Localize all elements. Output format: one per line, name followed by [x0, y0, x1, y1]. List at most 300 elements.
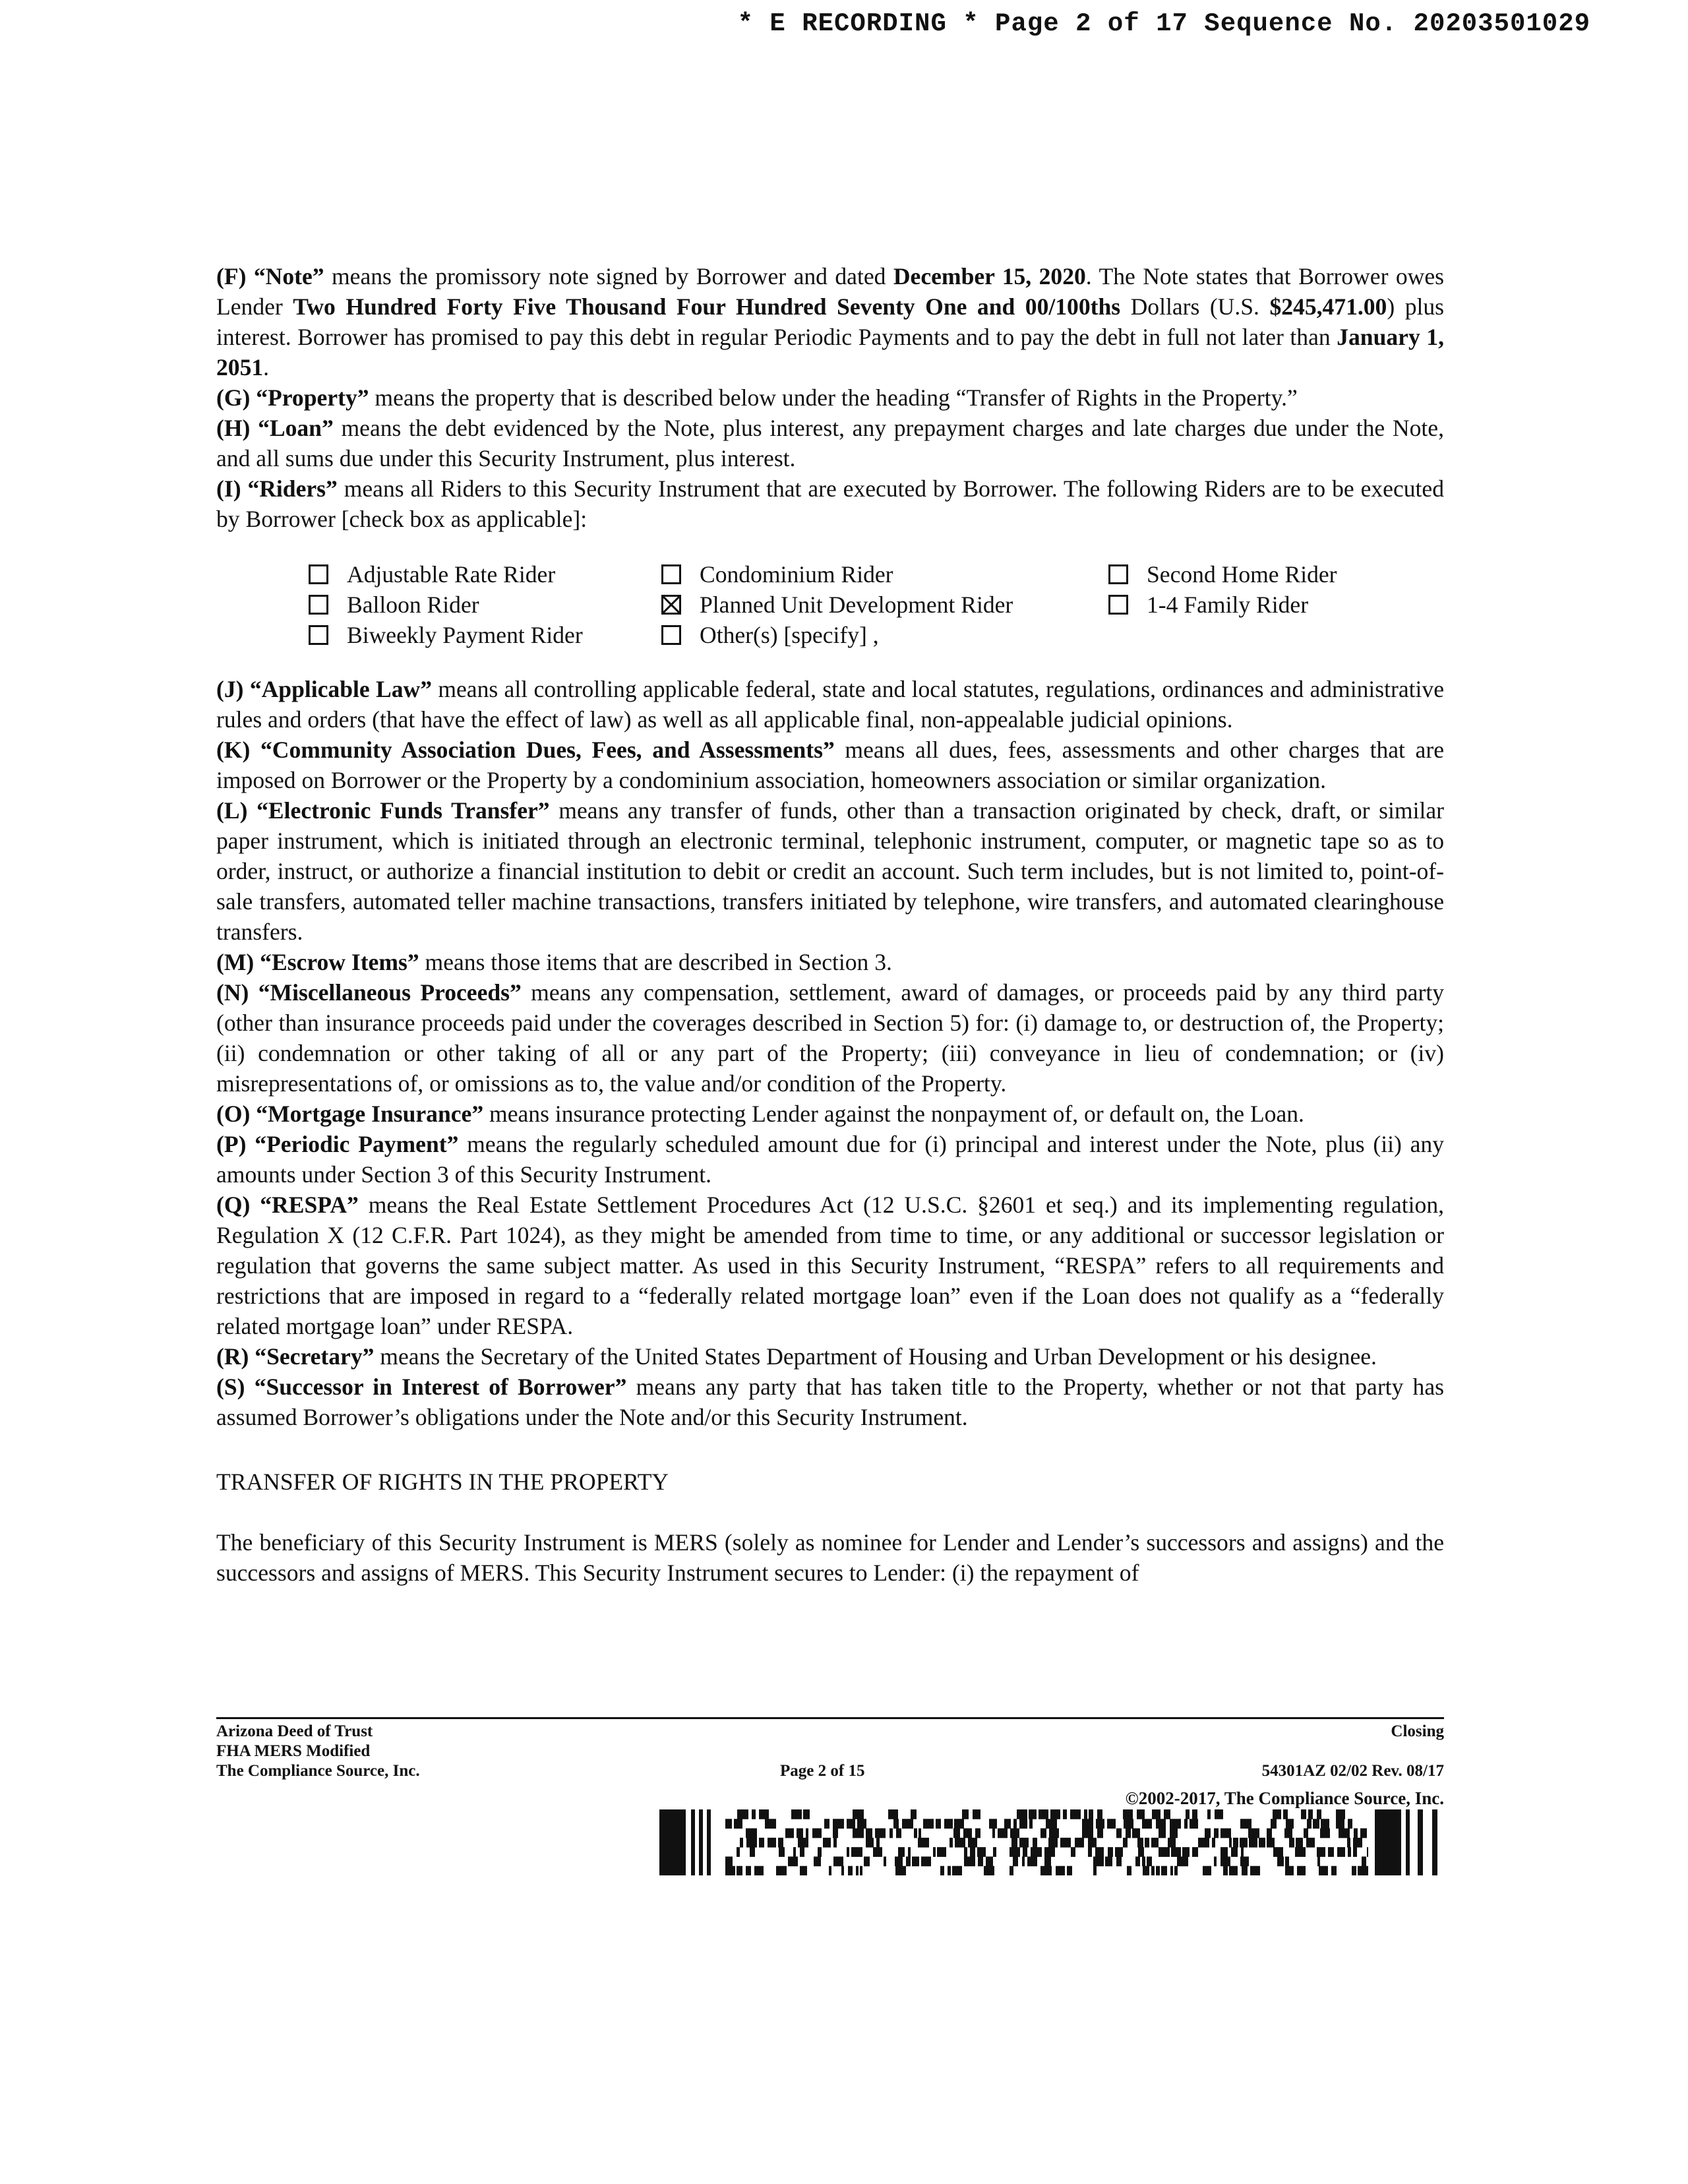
barcode-module	[1033, 1838, 1037, 1848]
barcode-module	[1304, 1829, 1308, 1838]
barcode-module	[911, 1809, 917, 1819]
checkbox[interactable]	[1108, 595, 1128, 615]
barcode-module	[1063, 1809, 1067, 1819]
paragraph-l-text: means any transfer of funds, other than a transaction originated by check, draft, or similar paper instrument, which is initiated through an electronic terminal, telephonic instrument, computer, or magnetic tape so as to order, instruct, or authorize a financial institution to debit or credit an account. Such term includes, but is not limited to, point-of-sale transfers, automated teller machine transactions, transfers initiated by telephone, wire transfers, and automated clearinghouse transfers.	[216, 797, 1444, 945]
rider-label: Condominium Rider	[700, 561, 893, 588]
barcode-module	[1124, 1819, 1133, 1829]
barcode-module	[912, 1856, 919, 1866]
barcode-module	[1044, 1847, 1055, 1857]
barcode-module	[921, 1856, 931, 1866]
barcode-module	[1337, 1847, 1345, 1857]
barcode-module	[1029, 1809, 1037, 1819]
barcode-module	[884, 1856, 886, 1866]
paragraph-n	[216, 977, 1444, 1099]
footer-form-type: FHA MERS Modified	[216, 1742, 371, 1760]
barcode-module	[1019, 1838, 1029, 1848]
footer-page-number: Page 2 of 15	[780, 1762, 865, 1780]
barcode-module	[746, 1829, 757, 1838]
rider-other	[661, 620, 1108, 650]
barcode-module	[944, 1819, 953, 1829]
barcode-module	[964, 1856, 975, 1866]
barcode-module	[1186, 1809, 1190, 1819]
paragraph-r-term: “Secretary”	[255, 1343, 375, 1370]
barcode-module	[1088, 1838, 1097, 1848]
barcode-module	[1221, 1856, 1230, 1866]
barcode-module	[759, 1809, 769, 1819]
barcode-module	[829, 1866, 831, 1875]
barcode-module	[1097, 1829, 1103, 1838]
barcode-module	[1082, 1819, 1093, 1829]
barcode-module	[1056, 1866, 1065, 1875]
barcode-module	[1320, 1829, 1330, 1838]
barcode-module	[1203, 1866, 1211, 1875]
barcode-module	[992, 1829, 995, 1838]
paragraph-f-prefix: (F)	[216, 263, 254, 289]
paragraph-f-text-5: .	[263, 354, 270, 380]
barcode-module	[937, 1847, 946, 1857]
rider-biweekly-payment	[309, 620, 661, 650]
barcode-module	[923, 1819, 934, 1829]
barcode-module	[806, 1829, 808, 1838]
barcode-module	[1156, 1866, 1160, 1875]
barcode-module	[1013, 1856, 1018, 1866]
paragraph-o	[216, 1099, 1444, 1129]
barcode-module	[1317, 1856, 1320, 1866]
barcode-module	[785, 1829, 794, 1838]
barcode-module	[1170, 1829, 1178, 1838]
barcode-module	[1151, 1838, 1159, 1848]
barcode-module	[1070, 1809, 1081, 1819]
barcode-module	[1242, 1866, 1248, 1875]
barcode-module	[1354, 1829, 1358, 1838]
paragraph-n-prefix: (N)	[216, 979, 258, 1006]
footer-copyright: ©2002-2017, The Compliance Source, Inc.	[1125, 1788, 1444, 1808]
barcode-module	[847, 1819, 855, 1829]
checkbox[interactable]	[1108, 564, 1128, 584]
barcode-module	[778, 1838, 783, 1848]
barcode-module	[1328, 1847, 1334, 1857]
barcode-module	[1097, 1809, 1102, 1819]
barcode-module	[1010, 1829, 1019, 1838]
paragraph-f-term: “Note”	[253, 263, 324, 289]
barcode-module	[975, 1829, 980, 1838]
barcode-module	[1096, 1819, 1104, 1829]
paragraph-o-text: means insurance protecting Lender against the nonpayment of, or default on, the Loan.	[483, 1101, 1304, 1127]
barcode-module	[1271, 1819, 1277, 1829]
barcode-module	[851, 1847, 862, 1857]
barcode-module	[848, 1866, 853, 1875]
barcode-module	[833, 1829, 838, 1838]
barcode-module	[940, 1866, 944, 1875]
footer-form-code: 54301AZ 02/02 Rev. 08/17	[1261, 1762, 1444, 1780]
barcode-module	[856, 1866, 859, 1875]
barcode-module	[725, 1819, 732, 1829]
barcode-module	[1031, 1847, 1042, 1857]
barcode-module	[725, 1866, 735, 1875]
paragraph-q	[216, 1190, 1444, 1341]
barcode-module	[1151, 1866, 1155, 1875]
barcode-module	[860, 1866, 862, 1875]
barcode-module	[1214, 1856, 1217, 1866]
barcode-module	[1348, 1819, 1352, 1829]
barcode-module	[1192, 1847, 1198, 1857]
barcode-module	[1240, 1856, 1249, 1866]
barcode-module	[1011, 1838, 1017, 1848]
barcode-module	[1127, 1866, 1131, 1875]
paragraph-m-term: “Escrow Items”	[260, 949, 419, 975]
barcode-module	[963, 1829, 972, 1838]
footer-form-name: Arizona Deed of Trust	[216, 1722, 373, 1740]
barcode-module	[1248, 1829, 1259, 1838]
barcode-module	[1406, 1809, 1410, 1875]
paragraph-m	[216, 947, 1444, 977]
barcode-module	[893, 1819, 899, 1829]
barcode-module	[1353, 1847, 1357, 1857]
barcode-module	[1040, 1829, 1046, 1838]
paragraph-n-term: “Miscellaneous Proceeds”	[258, 979, 522, 1006]
barcode-module	[1108, 1847, 1113, 1857]
barcode-module	[1353, 1838, 1362, 1848]
barcode-module	[857, 1819, 866, 1829]
paragraph-h-prefix: (H)	[216, 415, 258, 441]
barcode-module	[793, 1847, 796, 1857]
barcode-module	[1250, 1866, 1260, 1875]
barcode-module	[866, 1838, 874, 1848]
rider-label: Other(s) [specify] ,	[700, 622, 879, 648]
paragraph-g	[216, 382, 1444, 413]
paragraph-j-term: “Applicable Law”	[249, 676, 433, 702]
paragraph-k	[216, 735, 1444, 795]
paragraph-f-text-1: means the promissory note signed by Borrower and dated	[324, 263, 893, 289]
barcode-module	[955, 1838, 965, 1848]
barcode-module	[814, 1856, 821, 1866]
barcode-module	[1126, 1829, 1131, 1838]
paragraph-l	[216, 795, 1444, 947]
barcode-module	[1137, 1809, 1145, 1819]
checkbox-checked[interactable]	[661, 595, 681, 615]
barcode-module	[1283, 1809, 1288, 1819]
paragraph-k-text: means all dues, fees, assessments and other charges that are imposed on Borrower or the Property by a condominium association, homeowners association or similar organization.	[216, 737, 1444, 793]
barcode-module	[737, 1809, 748, 1819]
barcode-module	[1116, 1856, 1122, 1866]
barcode-module	[1307, 1819, 1311, 1829]
barcode-module	[1347, 1838, 1350, 1848]
barcode-module	[1147, 1856, 1152, 1866]
barcode-module	[812, 1829, 822, 1838]
barcode-module	[1170, 1866, 1173, 1875]
barcode-module	[1233, 1838, 1238, 1848]
barcode-module	[954, 1819, 964, 1829]
paragraph-j-text: means all controlling applicable federal, state and local statutes, regulations, ordinances and administrative rules and orders (that have the effect of law) as well as all applicable final, non-appealable judicial opinions.	[216, 676, 1444, 733]
barcode-module	[1284, 1829, 1292, 1838]
barcode-module	[1156, 1819, 1166, 1829]
barcode-module	[1190, 1819, 1198, 1829]
barcode-module	[1212, 1838, 1215, 1848]
paragraph-p-prefix: (P)	[216, 1131, 255, 1157]
checkbox[interactable]	[309, 595, 328, 615]
barcode-module	[1023, 1847, 1027, 1857]
barcode-module	[847, 1847, 849, 1857]
paragraph-f-text-2: . The Note states that Borrower owes Lender	[216, 263, 1444, 320]
barcode-module	[1142, 1856, 1145, 1866]
barcode-module	[1013, 1819, 1017, 1829]
barcode-module	[1273, 1847, 1283, 1857]
barcode-module	[1164, 1809, 1170, 1819]
rider-label: Balloon Rider	[347, 592, 479, 618]
barcode-module	[1046, 1819, 1057, 1829]
barcode-module	[759, 1838, 764, 1848]
barcode-module	[993, 1847, 996, 1857]
paragraph-r-prefix: (R)	[216, 1343, 255, 1370]
barcode-module	[1048, 1838, 1058, 1848]
barcode-module	[906, 1856, 911, 1866]
barcode-module	[1022, 1856, 1025, 1866]
barcode-module	[1182, 1847, 1190, 1857]
barcode-module	[948, 1866, 951, 1875]
paragraph-i-prefix: (I)	[216, 475, 248, 502]
barcode-module	[1313, 1819, 1319, 1829]
barcode-module	[1229, 1838, 1232, 1848]
rider-balloon	[309, 590, 661, 620]
barcode-module	[1123, 1838, 1128, 1848]
barcode-module	[833, 1819, 844, 1829]
paragraph-r-text: means the Secretary of the United States Department of Housing and Urban Development or his designee.	[374, 1343, 1377, 1370]
barcode-module	[737, 1866, 742, 1875]
barcode-module	[933, 1847, 936, 1857]
barcode-module	[1093, 1856, 1104, 1866]
barcode-module	[895, 1866, 906, 1875]
barcode-module	[1240, 1819, 1251, 1829]
paragraph-q-text: means the Real Estate Settlement Procedures Act (12 U.S.C. §2601 et seq.) and its implementing regulation, Regulation X (12 C.F.R. Part 1024), as they might be amended from time to time, or any additional or successor legislation or regulation that governs the same subject matter. As used in this Security Instrument, “RESPA” refers to all requirements and restrictions that are imposed in regard to a “federally related mortgage loan” even if the Loan does not qualify as a “federally related mortgage loan” under RESPA.	[216, 1192, 1445, 1339]
barcode-module	[1177, 1856, 1188, 1866]
barcode-module	[776, 1866, 787, 1875]
barcode-module	[1229, 1866, 1238, 1875]
rider-label: Biweekly Payment Rider	[347, 622, 583, 648]
barcode-module	[1161, 1866, 1167, 1875]
paragraph-j-prefix: (J)	[216, 676, 250, 702]
barcode-module	[986, 1856, 993, 1866]
barcode-module	[1039, 1809, 1048, 1819]
barcode-module	[1105, 1856, 1112, 1866]
barcode-module	[1135, 1856, 1140, 1866]
barcode-module	[1241, 1847, 1244, 1857]
barcode-module	[1259, 1838, 1265, 1848]
paragraph-i-text: means all Riders to this Security Instrument that are executed by Borrower. The following Riders are to be executed by Borrower [check box as applicable]:	[216, 475, 1444, 532]
barcode-module	[754, 1866, 764, 1875]
barcode-module	[797, 1829, 803, 1838]
barcode-module	[768, 1838, 776, 1848]
barcode-module	[1289, 1838, 1294, 1848]
barcode-module	[1267, 1838, 1275, 1848]
barcode-module	[1339, 1829, 1350, 1838]
barcode-module	[800, 1847, 804, 1857]
paragraph-s	[216, 1372, 1444, 1432]
barcode-module	[823, 1838, 831, 1848]
barcode-module	[1170, 1819, 1181, 1829]
barcode-module	[1071, 1847, 1075, 1857]
paragraph-p-text: means the regularly scheduled amount due for (i) principal and interest under the Note, plus (ii) any amounts under Section 3 of this Security Instrument.	[216, 1131, 1444, 1188]
barcode-module	[1174, 1866, 1178, 1875]
paragraph-l-term: “Electronic Funds Transfer”	[256, 797, 550, 824]
paragraph-j	[216, 674, 1444, 735]
barcode-module	[1240, 1838, 1248, 1848]
barcode-module	[1159, 1829, 1166, 1838]
barcode-module	[1027, 1856, 1037, 1866]
riders-checklist	[309, 559, 1444, 650]
barcode-module	[1019, 1819, 1027, 1829]
transfer-heading: TRANSFER OF RIGHTS IN THE PROPERTY	[216, 1469, 669, 1495]
loan-amount: $245,471.00	[1269, 293, 1387, 320]
barcode-module	[1215, 1809, 1223, 1819]
paragraph-g-text: means the property that is described below under the heading “Transfer of Rights in the Property.”	[369, 384, 1298, 411]
barcode-module	[1331, 1866, 1337, 1875]
barcode-module	[1297, 1866, 1306, 1875]
barcode-module	[1295, 1847, 1306, 1857]
barcode-module	[746, 1838, 757, 1848]
document-barcode	[659, 1809, 1444, 1875]
rider-label: Adjustable Rate Rider	[347, 561, 556, 588]
barcode-module	[1159, 1847, 1170, 1857]
barcode-module	[970, 1847, 975, 1857]
barcode-module	[1223, 1866, 1228, 1875]
barcode-module	[1004, 1819, 1011, 1829]
barcode-module	[725, 1856, 733, 1866]
transfer-paragraph: The beneficiary of this Security Instrument is MERS (solely as nominee for Lender and Lender’s successors and assigns) and the successors and assigns of MERS. This Security Instrument secures to Lender: (i) the repayment of	[216, 1529, 1444, 1586]
barcode-module	[876, 1838, 880, 1848]
barcode-module	[1145, 1838, 1149, 1848]
barcode-module	[1044, 1856, 1051, 1866]
barcode-module	[1231, 1847, 1238, 1857]
barcode-module	[1375, 1809, 1401, 1875]
rider-label: 1-4 Family Rider	[1147, 592, 1309, 618]
barcode-module	[1286, 1819, 1294, 1829]
barcode-module	[1319, 1866, 1328, 1875]
barcode-module	[1075, 1838, 1084, 1848]
page-footer	[216, 1717, 1444, 1781]
barcode-module	[1367, 1847, 1368, 1857]
barcode-module	[1142, 1819, 1152, 1829]
barcode-module	[1277, 1856, 1284, 1866]
paragraph-h	[216, 413, 1444, 473]
footer-status: Closing	[1391, 1722, 1444, 1740]
barcode-module	[833, 1856, 843, 1866]
rider-planned-unit-development	[661, 590, 1108, 620]
paragraph-h-text: means the debt evidenced by the Note, plus interest, any prepayment charges and late charges due under the Note, and all sums due under this Security Instrument, plus interest.	[216, 415, 1444, 471]
paragraph-m-text: means those items that are described in Section 3.	[419, 949, 892, 975]
barcode-module	[800, 1866, 807, 1875]
barcode-module	[1115, 1847, 1123, 1857]
paragraph-o-term: “Mortgage Insurance”	[256, 1101, 484, 1127]
barcode-module	[875, 1829, 886, 1838]
paragraph-s-term: “Successor in Interest of Borrower”	[254, 1374, 627, 1400]
checkbox[interactable]	[661, 564, 681, 584]
barcode-module	[984, 1866, 994, 1875]
barcode-module	[1089, 1809, 1093, 1819]
paragraph-k-prefix: (K)	[216, 737, 260, 763]
barcode-module	[1317, 1809, 1321, 1819]
barcode-module	[889, 1829, 893, 1838]
barcode-module	[737, 1847, 740, 1857]
barcode-module	[896, 1829, 901, 1838]
barcode-module	[1317, 1847, 1325, 1857]
checkbox[interactable]	[309, 564, 328, 584]
paragraph-k-term: “Community Association Dues, Fees, and Assessments”	[260, 737, 835, 763]
barcode-module	[1267, 1829, 1272, 1838]
barcode-module	[779, 1847, 785, 1857]
barcode-module	[1184, 1819, 1188, 1829]
barcode-module	[1168, 1838, 1176, 1848]
loan-amount-words: Two Hundred Forty Five Thousand Four Hundred Seventy One and 00/100ths	[293, 293, 1121, 320]
barcode-module	[1348, 1847, 1351, 1857]
barcode-module	[1207, 1809, 1211, 1819]
paragraph-g-term: “Property”	[256, 384, 369, 411]
note-date: December 15, 2020	[893, 263, 1086, 289]
barcode-module	[1308, 1809, 1313, 1819]
paragraph-f-text-3: Dollars (U.S.	[1120, 293, 1270, 320]
barcode-module	[1138, 1847, 1144, 1857]
barcode-module	[1050, 1809, 1060, 1819]
barcode-module	[1171, 1847, 1181, 1857]
barcode-module	[740, 1838, 743, 1848]
barcode-module	[968, 1838, 977, 1848]
barcode-module	[1040, 1866, 1052, 1875]
barcode-module	[936, 1819, 941, 1829]
barcode-module	[1095, 1847, 1104, 1857]
barcode-module	[998, 1829, 1008, 1838]
barcode-module	[895, 1856, 903, 1866]
barcode-module	[918, 1838, 929, 1848]
recording-header: * E RECORDING * Page 2 of 17 Sequence No. 20203501029	[737, 9, 1590, 38]
rider-label: Planned Unit Development Rider	[700, 592, 1013, 618]
barcode-module	[1060, 1838, 1071, 1848]
barcode-module	[914, 1829, 917, 1838]
barcode-module	[765, 1819, 776, 1829]
barcode-module	[1352, 1866, 1356, 1875]
barcode-module	[1137, 1838, 1143, 1848]
barcode-module	[788, 1856, 798, 1866]
paragraph-f	[216, 261, 1444, 382]
barcode-module	[853, 1809, 864, 1819]
barcode-module	[1010, 1847, 1020, 1857]
checkbox[interactable]	[309, 625, 328, 645]
barcode-module	[1152, 1809, 1160, 1819]
barcode-module	[1143, 1866, 1149, 1875]
paragraph-s-prefix: (S)	[216, 1374, 255, 1400]
barcode-module	[1221, 1847, 1228, 1857]
checkbox[interactable]	[661, 625, 681, 645]
barcode-module	[1029, 1819, 1033, 1829]
rider-label: Second Home Rider	[1147, 561, 1337, 588]
barcode-module	[752, 1809, 756, 1819]
rider-1-4-family	[1108, 590, 1425, 620]
barcode-module	[833, 1838, 837, 1848]
barcode-module	[1306, 1838, 1315, 1848]
barcode-module	[1221, 1829, 1231, 1838]
paragraph-s-text: means any party that has taken title to the Property, whether or not that party has assumed Borrower’s obligations under the Note and/or this Security Instrument.	[216, 1374, 1444, 1430]
barcode-module	[750, 1847, 755, 1857]
paragraph-i	[216, 473, 1444, 534]
barcode-module	[1249, 1838, 1257, 1848]
rider-condominium	[661, 559, 1108, 590]
barcode-module	[1285, 1866, 1294, 1875]
barcode-module	[1116, 1829, 1122, 1838]
barcode-module	[1360, 1829, 1367, 1838]
paragraph-p	[216, 1129, 1444, 1190]
rider-second-home	[1108, 559, 1425, 590]
barcode-module	[1418, 1809, 1423, 1875]
barcode-module	[746, 1866, 751, 1875]
barcode-module	[902, 1819, 913, 1829]
